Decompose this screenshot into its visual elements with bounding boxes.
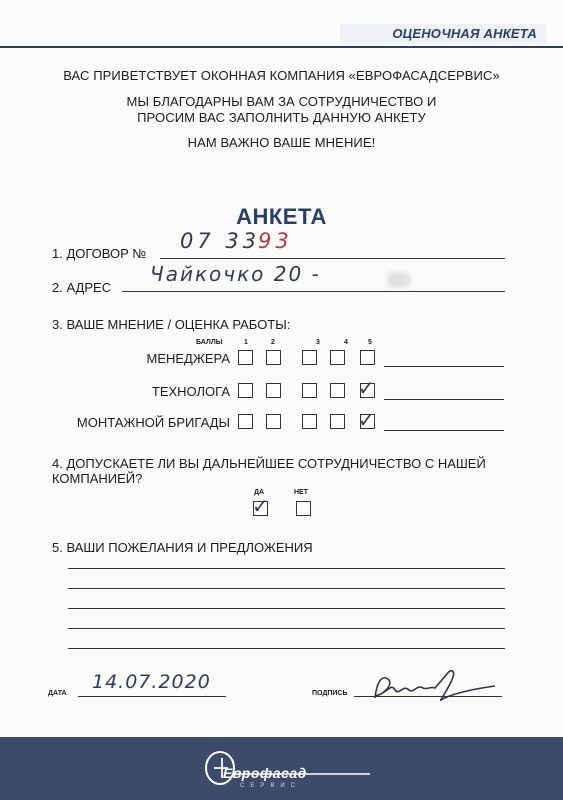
manager-score-4-checkbox[interactable] (330, 350, 345, 365)
score-1-label: 1 (244, 339, 248, 346)
greeting-line-1: ВАС ПРИВЕТСТВУЕТ ОКОННАЯ КОМПАНИЯ «ЕВРОФАСАДСЕРВИС» (63, 68, 500, 83)
row-label-manager: МЕНЕДЖЕРА (146, 351, 230, 366)
wishes-line-2 (68, 588, 505, 589)
technologist-score-4-checkbox[interactable] (330, 383, 345, 398)
cooperation-question-line-2: КОМПАНИЕЙ? (52, 471, 143, 486)
wishes-line-3 (68, 608, 505, 609)
signature-label: ПОДПИСЬ (312, 690, 348, 697)
header-rule (0, 46, 563, 48)
greeting-line-3: ПРОСИМ ВАС ЗАПОЛНИТЬ ДАННУЮ АНКЕТУ (137, 110, 426, 125)
wishes-line-4 (68, 628, 505, 629)
score-header-label: БАЛЛЫ (196, 339, 223, 346)
installers-comment-line (384, 430, 504, 431)
greeting-line-2: МЫ БЛАГОДАРНЫ ВАМ ЗА СОТРУДНИЧЕСТВО И (126, 94, 437, 109)
manager-score-2-checkbox[interactable] (266, 350, 281, 365)
no-checkbox[interactable] (296, 501, 311, 516)
technologist-check-mark: ✓ (358, 376, 375, 400)
address-label: 2. АДРЕС (52, 280, 112, 295)
logo-text: Еврофасад (223, 765, 307, 781)
score-2-label: 2 (271, 339, 275, 346)
yes-check-mark: ✓ (252, 494, 269, 518)
yes-label: ДА (254, 489, 265, 496)
header-title: ОЦЕНОЧНАЯ АНКЕТА (392, 26, 537, 41)
technologist-score-1-checkbox[interactable] (238, 383, 253, 398)
installers-score-3-checkbox[interactable] (302, 414, 317, 429)
logo-subtext: СЕРВИС (240, 783, 301, 789)
score-4-label: 4 (344, 339, 348, 346)
address-line (122, 291, 505, 292)
date-label: ДАТА (48, 690, 67, 697)
contract-number-handwritten: 07 33 (180, 229, 261, 253)
score-3-label: 3 (316, 339, 320, 346)
technologist-comment-line (384, 399, 504, 400)
installers-score-4-checkbox[interactable] (330, 414, 345, 429)
no-label: НЕТ (294, 489, 308, 496)
date-handwritten: 14.07.2020 (92, 671, 211, 693)
row-label-installation-team: МОНТАЖНОЙ БРИГАДЫ (76, 415, 230, 430)
technologist-score-2-checkbox[interactable] (266, 383, 281, 398)
wishes-line-1 (68, 568, 505, 569)
manager-score-3-checkbox[interactable] (302, 350, 317, 365)
date-line (78, 696, 226, 697)
cooperation-question-line-1: 4. ДОПУСКАЕТЕ ЛИ ВЫ ДАЛЬНЕЙШЕЕ СОТРУДНИЧЕСТВО С НАШЕЙ (52, 456, 486, 471)
contract-line (160, 258, 505, 259)
installers-score-2-checkbox[interactable] (266, 414, 281, 429)
rating-label: 3. ВАШЕ МНЕНИЕ / ОЦЕНКА РАБОТЫ: (52, 317, 291, 332)
wishes-line-5 (68, 648, 505, 649)
contract-number-handwritten-red: 93 (258, 229, 293, 253)
installers-score-1-checkbox[interactable] (238, 414, 253, 429)
manager-score-5-checkbox[interactable] (360, 350, 375, 365)
row-label-technologist: ТЕХНОЛОГА (151, 384, 230, 399)
form-title: АНКЕТА (236, 204, 327, 229)
score-5-label: 5 (368, 339, 372, 346)
installers-check-mark: ✓ (358, 408, 375, 432)
greeting-line-4: НАМ ВАЖНО ВАШЕ МНЕНИЕ! (187, 135, 376, 150)
contract-label: 1. ДОГОВОР № (52, 246, 147, 261)
signature-handwritten (365, 660, 505, 710)
wishes-label: 5. ВАШИ ПОЖЕЛАНИЯ И ПРЕДЛОЖЕНИЯ (52, 540, 313, 555)
manager-comment-line (384, 366, 504, 367)
technologist-score-3-checkbox[interactable] (302, 383, 317, 398)
manager-score-1-checkbox[interactable] (238, 350, 253, 365)
address-handwritten: Чайкочко 20 - (150, 262, 321, 286)
redacted-address-part (388, 272, 410, 288)
